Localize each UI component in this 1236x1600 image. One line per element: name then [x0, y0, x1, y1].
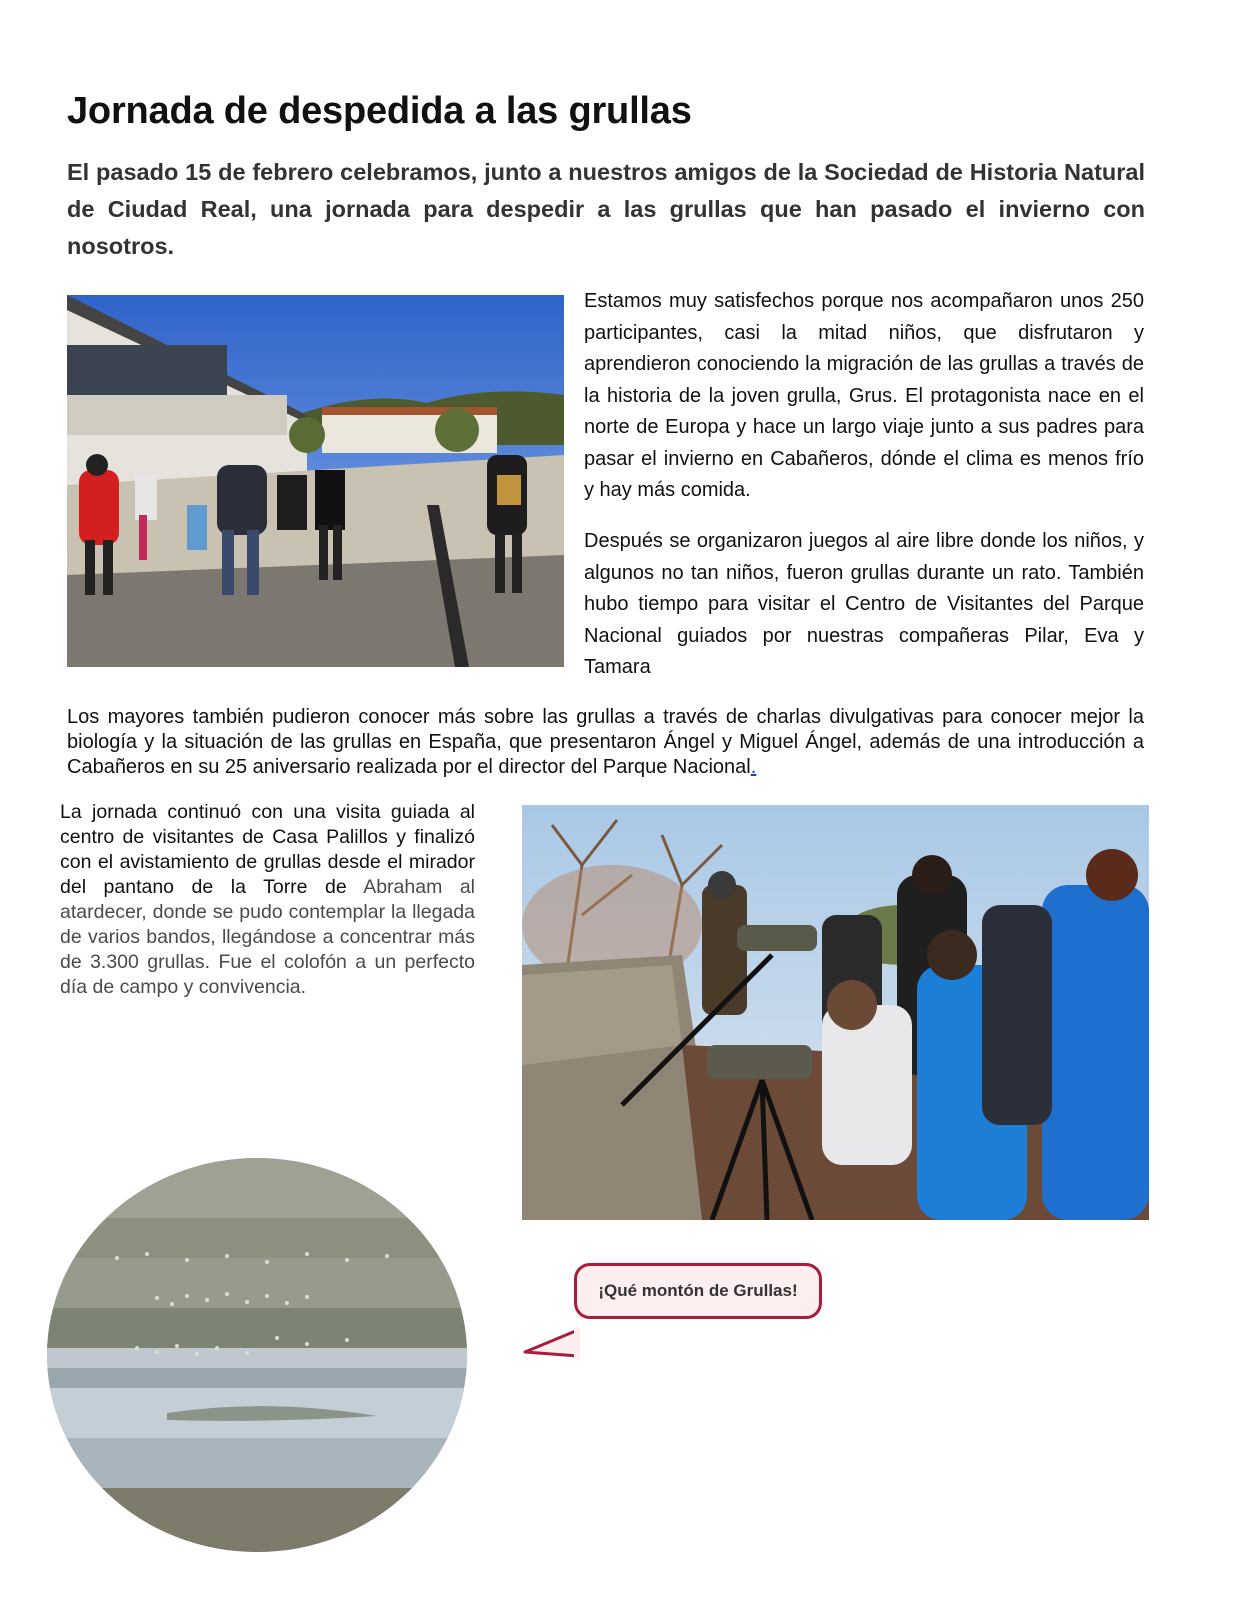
- page-title: Jornada de despedida a las grullas: [67, 90, 692, 132]
- paragraph-talks-text: Los mayores también pudieron conocer más sobre las grullas a través de charlas divulgativas para conocer mejor la biología y la situación de las grullas en España, que presentaron Ángel y Miguel Ángel, además de una introducción a Cabañeros en su 25 aniversario realizada por el director del Parque Nacional: [67, 706, 1144, 778]
- paragraph-evening-text: La jornada continuó con una visita guiada al centro de visitantes de Casa Palillos y finalizó con el avistamiento de grullas desde el mirador del pantano de la Torre de: [60, 801, 475, 898]
- paragraph-talks-link[interactable]: .: [750, 756, 757, 778]
- speech-bubble-tail: [520, 1300, 580, 1370]
- photo-visitor-center: [67, 295, 564, 667]
- paragraph-evening: [60, 800, 475, 1000]
- lead-paragraph: El pasado 15 de febrero celebramos, junto a nuestros amigos de la Sociedad de Historia Natural de Ciudad Real, una jornada para despedir a las grullas que han pasado el invierno con nosotros.: [67, 159, 1145, 259]
- paragraph-evening-text-gray: Abraham al atardecer, donde se pudo contemplar la llegada de varios bandos, llegándose a concentrar más de 3.300 grullas. Fue el colofón a un perfecto día de campo y convivencia.: [60, 876, 476, 998]
- photo-crane-flock: [47, 1158, 467, 1552]
- speech-bubble: ¡Qué montón de Grullas!: [574, 1263, 822, 1319]
- paragraph-participants: Estamos muy satisfechos porque nos acompañaron unos 250 participantes, casi la mitad niños, que disfrutaron y aprendieron conociendo la migración de las grullas a través de la historia de la joven grulla, Grus. El protagonista nace en el norte de Europa y hace un largo viaje junto a sus padres para pasar el invierno en Cabañeros, dónde el clima es menos frío y hay más comida.: [584, 290, 1144, 501]
- paragraph-games: Después se organizaron juegos al aire libre donde los niños, y algunos no tan niños, fueron grullas durante un rato. También hubo tiempo para visitar el Centro de Visitantes del Parque Nacional guiados por nuestras compañeras Pilar, Eva y Tamara: [584, 530, 1144, 678]
- paragraph-talks: [67, 705, 1144, 780]
- photo-birdwatching: [522, 805, 1149, 1220]
